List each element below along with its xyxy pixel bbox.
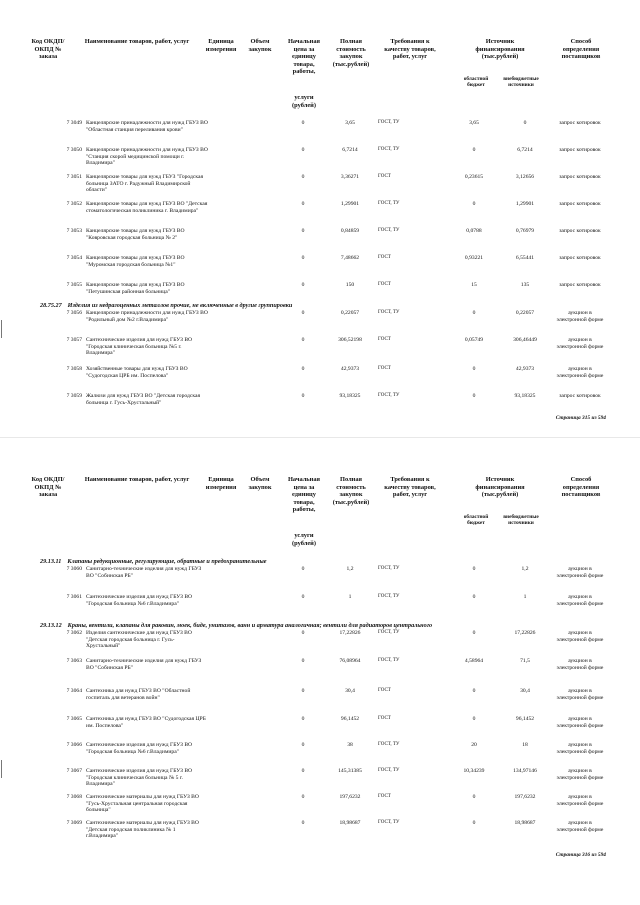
page-number: Страница 316 из 594 (555, 852, 606, 858)
header-nmc-tail: услуги (рублей) (292, 94, 316, 109)
page-315: Код ОКДП/ ОКПД № заказа Наименование товаров, работ, услуг Единица измерения Объем закупок Начальная цена за единицу товара, работы, услуги (рублей) Полная стоимость закупок (тыс.рублей) Требования к качеству товаров, работ, услуг Источник финансирования (тыс.рублей) областной бюджет внебюджетные источники Способ определения поставщиков 7 3049 Канцелярские принадлежности для нужд ГБУЗ ВО "Областная станция переливания крови" 0 3,65 ГОСТ, ТУ 3,65 0 запрос котировок 7 3050 Канцелярские принадлежности для нужд ГБУЗ ВО "Станция скорой медицинской помощи г. Владимира" 0 6,7214 ГОСТ, ТУ 0 6,7214 запрос котировок 7 3051 Канцелярские товары для нужд ГБУЗ "Городская больница ЗАТО г. Радужный Владимирской области" 0 3,36271 ГОСТ 0,23615 3,12656 запрос котировок 7 3052 Канцелярские товары для нужд ГБУЗ ВО "Детская стоматологическая поликлиника г. Владимира" 0 1,29901 ГОСТ, ТУ 0 1,29901 запрос котировок 7 3053 Канцелярские товары для нужд ГБУЗ ВО "Ковровская городская больница № 2" 0 0,84859 ГОСТ, ТУ 0,0788 0,76979 запрос котировок 7 3054 Канцелярские товары для нужд ГБУЗ ВО "Муромская городская больница №1" 0 7,48662 ГОСТ 0,93221 6,55441 запрос котировок 7 3055 Канцелярские товары для нужд ГБУЗ ВО "Петушинская районная больница" 0 150 ГОСТ 15 135 запрос котировок 28.75.27 Изделия из недрагоценных металлов прочие, не включенные в другие группировки 7 3056 Канцелярские принадлежности для нужд ГБУЗ ВО "Родильный дом №2 г.Владимира" 0 0,22057 ГОСТ, ТУ 0 0,22057 аукцион в электронной форме 7 3057 Сантехнические изделия для нужд ГБУЗ ВО "Городская клиническая больница №5 г. Владимира" 0 306,52198 ГОСТ 0,05749 306,46449 аукцион в электронной форме 7 3058 Хозяйственные товары для нужд ГБУЗ ВО "Судогодская ЦРБ им. Поспелова" 0 42,9373 ГОСТ 0 42,9373 аукцион в электронной форме 7 3059 Жалюзи для нужд ГБУЗ ВО "Детская городская больница г. Гусь-Хрустальный" 0 93,18325 ГОСТ, ТУ 0 93,18325 запрос котировок Страница 315 из 594 (0, 0, 640, 437)
group-heading: 29.13.12 Краны, вентили, клапаны для раковин, моек, биде, унитазов, ванн и арматура аналогичная; вентили для радиаторов центрального (40, 622, 433, 629)
header-code: Код ОКДП/ ОКПД № заказа (31, 476, 65, 499)
header-method: Способ определения поставщиков (561, 476, 601, 499)
header-name: Наименование товаров, работ, услуг (84, 476, 190, 483)
header-cost: Полная стоимость закупок (тыс.рублей) (332, 476, 370, 506)
header-financing: Источник финансирования (тыс.рублей) (475, 38, 525, 61)
page-number: Страница 315 из 594 (555, 415, 606, 421)
header-nmc: Начальная цена за единицу товара, работы, (287, 476, 321, 514)
header-cost: Полная стоимость закупок (тыс.рублей) (332, 38, 370, 68)
header-code: Код ОКДП/ ОКПД № заказа (31, 38, 65, 61)
header-fin-regional: областной бюджет (463, 514, 489, 527)
header-nmc-tail: услуги (рублей) (292, 532, 316, 547)
header-fin-other: внебюджетные источники (503, 514, 539, 527)
header-unit: Единица измерения (205, 38, 237, 53)
header-fin-other: внебюджетные источники (503, 76, 539, 89)
header-volume: Объем закупок (248, 38, 272, 53)
group-heading: 29.13.11 Клапаны редукционные, регулирующие, обратные и предохранительные (40, 558, 267, 565)
page-316: Код ОКДП/ ОКПД № заказа Наименование товаров, работ, услуг Единица измерения Объем закупок Начальная цена за единицу товара, работы, услуги (рублей) Полная стоимость закупок (тыс.рублей) Требования к качеству товаров, работ, услуг Источник финансирования (тыс.рублей) областной бюджет внебюджетные источники Способ определения поставщиков 29.13.11 Клапаны редукционные, регулирующие, обратные и предохранительные 7 3060 Санитарно-технические изделия для нужд ГБУЗ ВО "Собинская РБ" 0 1,2 ГОСТ, ТУ 0 1,2 аукцион в электронной форме 7 3061 Сантехнические изделия для нужд ГБУЗ ВО "Городская больница №6 г.Владимира" 0 1 ГОСТ, ТУ 0 1 аукцион в электронной форме 29.13.12 Краны, вентили, клапаны для раковин, моек, биде, унитазов, ванн и арматура аналогичная; вентили для радиаторов центрального 7 3062 Изделия сантехнические для нужд ГБУЗ ВО "Детская городская больница г. Гусь-Хрустальный" 0 17,22826 ГОСТ, ТУ 0 17,22826 аукцион в электронной форме 7 3063 Санитарно-технические изделия для нужд ГБУЗ ВО "Собинская РБ" 0 76,08964 ГОСТ, ТУ 4,58964 71,5 аукцион в электронной форме 7 3064 Сантехника для нужд ГБУЗ ВО "Областной госпиталь для ветеранов войн" 0 30,4 ГОСТ 0 30,4 аукцион в электронной форме 7 3065 Сантехника для нужд ГБУЗ ВО "Судогодская ЦРБ им. Поспелова" 0 96,1452 ГОСТ 0 96,1452 аукцион в электронной форме 7 3066 Сантехнические изделия для нужд ГБУЗ ВО "Городская больница №6 г.Владимира" 0 38 ГОСТ, ТУ 20 18 аукцион в электронной форме 7 3067 Сантехнические изделия для нужд ГБУЗ ВО "Городская клиническая больница № 5 г. Владимира" 0 145,31385 ГОСТ, ТУ 10,34239 134,97146 аукцион в электронной форме 7 3068 Сантехнические материалы для нужд ГБУЗ ВО "Гусь-Хрустальная центральная городская больница" 0 197,6232 ГОСТ 0 197,6232 аукцион в электронной форме 7 3069 Сантехнические материалы для нужд ГБУЗ ВО "Детская городская поликлиника № 1 г.Владимира" 0 18,98687 ГОСТ, ТУ 0 18,98687 аукцион в электронной форме Страница 316 из 594 (0, 0, 640, 905)
header-financing: Источник финансирования (тыс.рублей) (475, 476, 525, 499)
header-unit: Единица измерения (205, 476, 237, 491)
header-method: Способ определения поставщиков (561, 38, 601, 61)
header-volume: Объем закупок (248, 476, 272, 491)
header-requirements: Требования к качеству товаров, работ, услуг (384, 476, 436, 499)
header-name: Наименование товаров, работ, услуг (84, 38, 190, 45)
header-requirements: Требования к качеству товаров, работ, услуг (384, 38, 436, 61)
header-nmc: Начальная цена за единицу товара, работы, (287, 38, 321, 76)
group-heading: 28.75.27 Изделия из недрагоценных металлов прочие, не включенные в другие группировки (40, 302, 293, 309)
header-fin-regional: областной бюджет (463, 76, 489, 89)
